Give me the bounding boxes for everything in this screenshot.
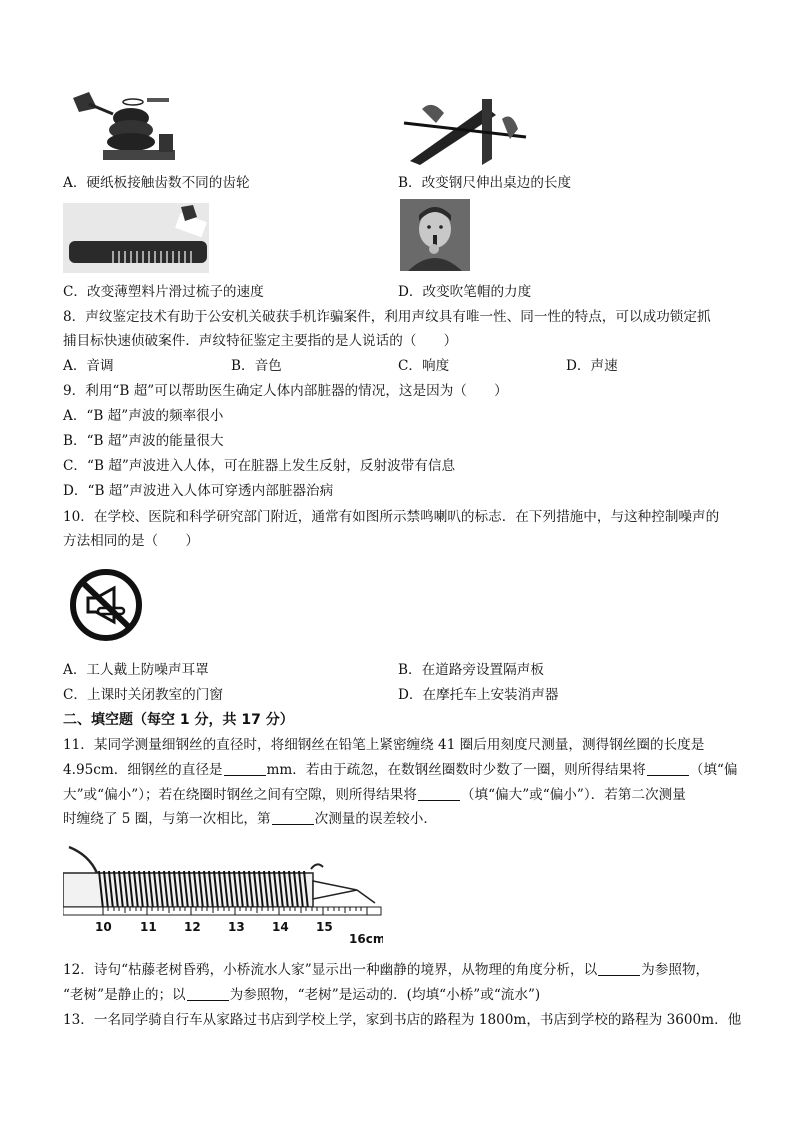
q11-blank-3[interactable] [418,786,460,801]
q11-line3-text-b: （填“偏大”或“偏小”）．若第二次测量 [460,787,686,803]
ruler-tick-10: 10 [95,920,112,934]
q10-option-b: B．在道路旁设置隔声板 [398,662,544,678]
section-2-title: 二、填空题（每空 1 分，共 17 分） [63,712,294,728]
q9-option-b: B．“B 超”声波的能量很大 [63,433,224,449]
steel-ruler-figure [400,89,532,165]
q10-stem-line1: 10．在学校、医院和科学研究部门附近，通常有如图所示禁鸣喇叭的标志．在下列措施中，与这种控制噪声的 [63,509,720,525]
q9-option-a: A．“B 超”声波的频率很小 [63,408,224,424]
ruler-tick-14: 14 [272,920,289,934]
q12-line1 [63,960,709,980]
q10-option-a: A．工人戴上防噪声耳罩 [63,662,209,678]
q13-line1: 13．一名同学骑自行车从家路过书店到学校上学，家到书店的路程为 1800m，书店到学校的路程为 3600m．他 [63,1012,742,1028]
ruler-tick-16cm: 16cm [349,932,383,946]
q10-stem-line2: 方法相同的是（ ） [63,533,199,549]
q8-option-b: B．音色 [231,358,282,374]
q11-line3-text-a: 大”或“偏小”）；若在绕圈时钢丝之间有空隙，则所得结果将 [63,787,417,803]
q11-blank-2[interactable] [647,761,689,776]
q11-line2-text-c: （填“偏 [689,762,738,778]
q11-line2-text-a: 4.95cm．细钢丝的直径是 [63,762,223,778]
ruler-tick-15: 15 [316,920,333,934]
q12-line2-text-b: 为参照物，“老树”是运动的．(均填“小桥”或“流水”) [229,987,541,1003]
q11-line4 [63,809,437,829]
q9-stem: 9．利用“B 超”可以帮助医生确定人体内部脏器的情况，这是因为（ ） [63,383,508,399]
no-horn-sign-icon [68,568,144,642]
q12-blank-1[interactable] [598,961,640,976]
q11-blank-4[interactable] [272,810,314,825]
gear-cardboard-figure [63,88,183,166]
q11-blank-1[interactable] [224,761,266,776]
q8-stem-line2: 捕目标快速侦破案件．声纹特征鉴定主要指的是人说话的（ ） [63,333,458,349]
q7-option-d: D．改变吹笔帽的力度 [398,284,532,300]
boy-pencap-figure [400,199,470,271]
q9-option-d: D．“B 超”声波进入人体可穿透内部脏器治病 [63,483,334,499]
q11-line2 [63,760,737,780]
q8-option-a: A．音调 [63,358,114,374]
q8-option-d: D．声速 [566,358,618,374]
wire-coil-ruler-figure [63,843,383,948]
ruler-tick-13: 13 [228,920,245,934]
ruler-tick-12: 12 [184,920,201,934]
q7-option-b: B．改变钢尺伸出桌边的长度 [398,175,572,191]
q11-line4-text-a: 时缠绕了 5 圈，与第一次相比，第 [63,811,271,827]
q12-blank-2[interactable] [187,986,229,1001]
q7-option-c: C．改变薄塑料片滑过梳子的速度 [63,284,264,300]
q11-line2-text-b: mm．若由于疏忽，在数钢丝圈数时少数了一圈，则所得结果将 [266,762,646,778]
q10-option-d: D．在摩托车上安装消声器 [398,687,559,703]
q8-option-c: C．响度 [398,358,450,374]
q11-line3 [63,785,686,805]
q9-option-c: C．“B 超”声波进入人体，可在脏器上发生反射，反射波带有信息 [63,458,456,474]
q12-line1-text-b: 为参照物， [641,962,710,978]
q10-option-c: C．上课时关闭教室的门窗 [63,687,223,703]
q12-line2 [63,985,540,1005]
q11-line1: 11．某同学测量细钢丝的直径时，将细钢丝在铅笔上紧密缠绕 41 圈后用刻度尺测量，测得钢丝圈的长度是 [63,737,705,753]
q7-option-a: A．硬纸板接触齿数不同的齿轮 [63,175,250,191]
q11-line4-text-b: 次测量的误差较小． [314,811,437,827]
q12-line2-text-a: “老树”是静止的；以 [63,987,186,1003]
q8-stem-line1: 8．声纹鉴定技术有助于公安机关破获手机诈骗案件，利用声纹具有唯一性、同一性的特点，可以成功锁定抓 [63,309,711,325]
q12-line1-text-a: 12．诗句“枯藤老树昏鸦，小桥流水人家”显示出一种幽静的境界，从物理的角度分析，以 [63,962,598,978]
comb-figure [63,203,209,273]
ruler-tick-11: 11 [140,920,157,934]
